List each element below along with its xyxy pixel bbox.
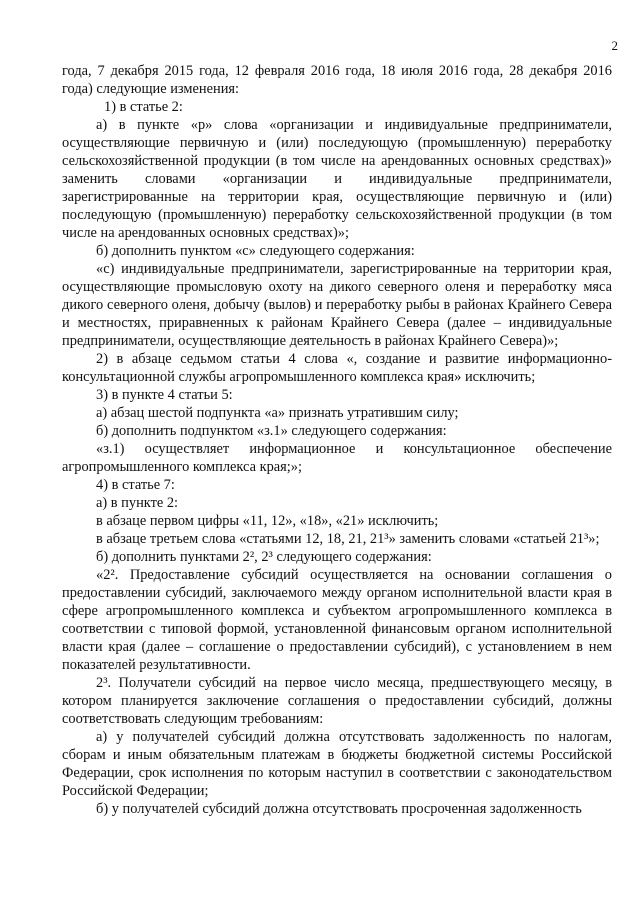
paragraph-item-4a: а) в пункте 2: (96, 495, 179, 511)
paragraph-item-1: 1) в статье 2: (104, 99, 183, 115)
paragraph-item-4b: б) дополнить пунктами 2², 2³ следующего содержания: (96, 549, 432, 565)
paragraph-item-4a-third: в абзаце третьем слова «статьями 12, 18, 21, 21³» заменить словами «статьей 21³»; (96, 531, 600, 547)
page-number: 2 (611, 38, 618, 53)
paragraph-item-3b: б) дополнить подпунктом «з.1» следующего содержания: (96, 423, 447, 439)
paragraph-intro: года, 7 декабря 2015 года, 12 февраля 2016 года, 18 июля 2016 года, 28 декабря 2016 года) следующие изменения: (62, 63, 612, 97)
paragraph-requirement-a: а) у получателей субсидий должна отсутствовать задолженность по налогам, сборам и иным обязательным платежам в бюджеты бюджетной системы Российской Федерации, срок исполнения по которым наступил в соответствии с законодательством Российской Федерации; (62, 729, 612, 799)
document-body (62, 62, 612, 818)
paragraph-item-4a-first: в абзаце первом цифры «11, 12», «18», «21» исключить; (96, 513, 439, 529)
paragraph-point-2-3: 2³. Получатели субсидий на первое число месяца, предшествующего месяцу, в котором планируется заключение соглашения о предоставлении субсидий, должны соответствовать следующим требованиям: (62, 675, 612, 727)
paragraph-item-3: 3) в пункте 4 статьи 5: (96, 387, 233, 403)
paragraph-item-1b: б) дополнить пунктом «с» следующего содержания: (96, 243, 415, 259)
paragraph-item-3b-text: «з.1) осуществляет информационное и консультационное обеспечение агропромышленного комплекса края;»; (62, 441, 612, 475)
paragraph-point-2-2: «2². Предоставление субсидий осуществляется на основании соглашения о предоставлении субсидий, заключаемого между органом исполнительной власти края в сфере агропромышленного комплекса и субъектом агропромышленного комплекса в соответствии с типовой формой, установленной финансовым органом исполнительной власти края (далее – соглашение о предоставлении субсидий), с установлением в нем показателей результативности. (62, 567, 612, 673)
paragraph-item-2: 2) в абзаце седьмом статьи 4 слова «, создание и развитие информационно-консультационной службы агропромышленного комплекса края» исключить; (62, 351, 612, 385)
paragraph-requirement-b: б) у получателей субсидий должна отсутствовать просроченная задолженность (96, 801, 582, 817)
paragraph-item-1a: а) в пункте «р» слова «организации и индивидуальные предприниматели, осуществляющие первичную и (или) последующую (промышленную) переработку сельскохозяйственной продукции (в том числе на арендованных основных средствах)» заменить словами «организации и индивидуальные предприниматели, зарегистрированные на территории края, осуществляющие первичную и (или) последующую (промышленную) переработку сельскохозяйственной продукции (в том числе на арендованных основных средствах)»; (62, 117, 612, 241)
paragraph-item-3a: а) абзац шестой подпункта «а» признать утратившим силу; (96, 405, 459, 421)
paragraph-item-4: 4) в статье 7: (96, 477, 175, 493)
paragraph-item-1b-text: «с) индивидуальные предприниматели, зарегистрированные на территории края, осуществляющие промысловую охоту на дикого северного оленя и переработку мяса дикого северного оленя, добычу (вылов) и переработку рыбы в районах Крайнего Севера и местностях, приравненных к районам Крайнего Севера (далее – индивидуальные предприниматели, осуществляющие деятельность в районах Крайнего Севера)»; (62, 261, 612, 349)
